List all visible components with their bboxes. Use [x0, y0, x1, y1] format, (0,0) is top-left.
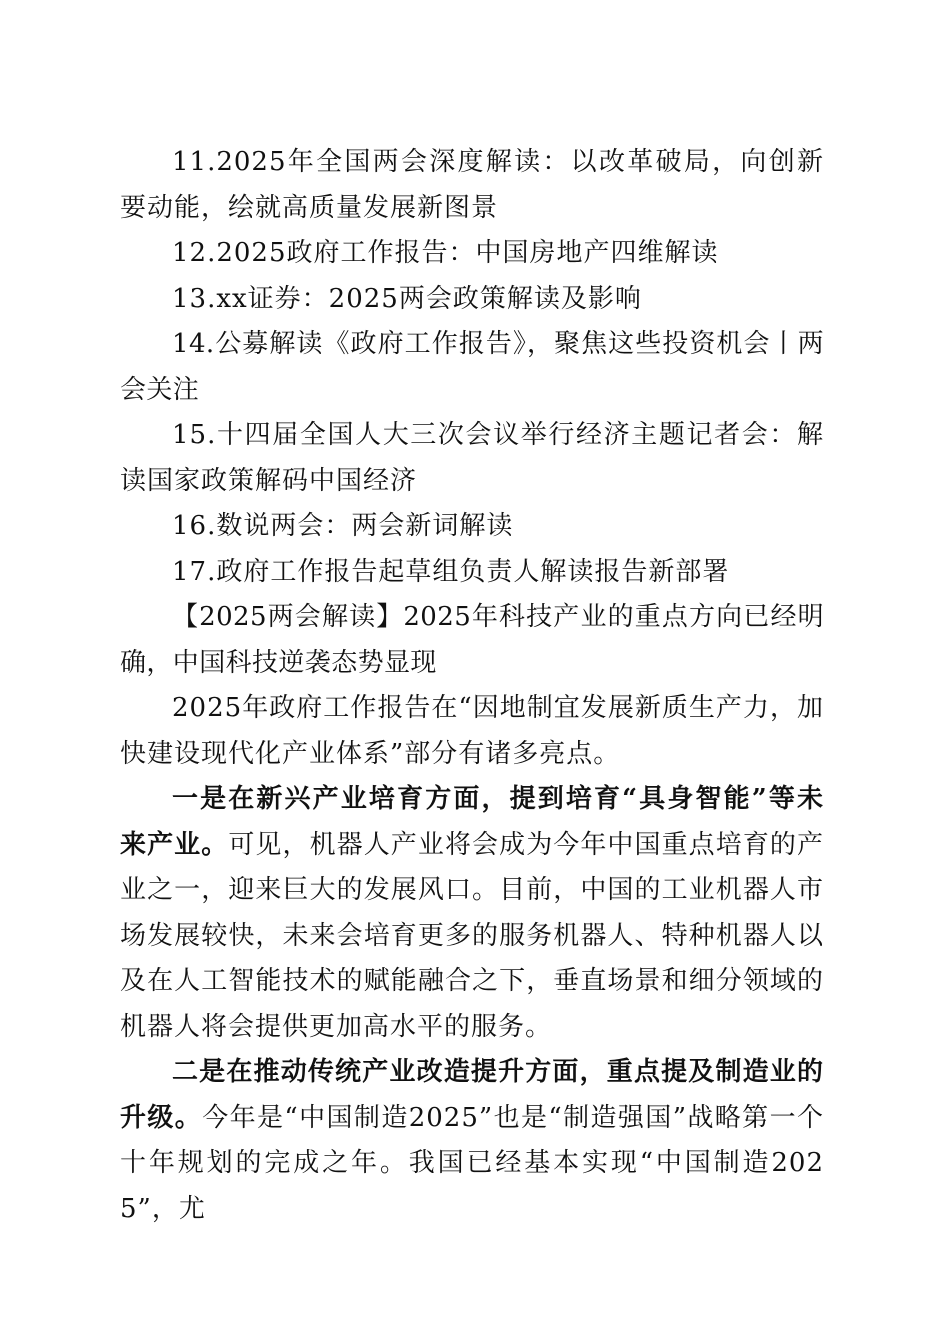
list-item: 14.公募解读《政府工作报告》，聚焦这些投资机会丨两会关注: [120, 329, 824, 405]
section-heading: 【2025两会解读】2025年科技产业的重点方向已经明确，中国科技逆袭态势显现: [120, 602, 824, 678]
document-body: [120, 140, 824, 1232]
paragraph-text: 今年是“中国制造2025”也是“制造强国”战略第一个十年规划的完成之年。我国已经基本实现“中国制造2025”，尤: [120, 1102, 824, 1224]
list-item: 11.2025年全国两会深度解读：以改革破局，向创新要动能，绘就高质量发展新图景: [120, 147, 824, 223]
paragraph-text: 可见，机器人产业将会成为今年中国重点培育的产业之一，迎来巨大的发展风口。目前，中国的工业机器人市场发展较快，未来会培育更多的服务机器人、特种机器人以及在人工智能技术的赋能融合之下，垂直场景和细分领域的机器人将会提供更加高水平的服务。: [120, 829, 824, 1042]
list-item: 15.十四届全国人大三次会议举行经济主题记者会：解读国家政策解码中国经济: [120, 420, 824, 496]
list-item: 13.xx证券：2025两会政策解读及影响: [172, 283, 642, 314]
list-item: 12.2025政府工作报告：中国房地产四维解读: [172, 238, 719, 268]
paragraph-lead: 二是在推动传统产业改造提升方面，重点提及制造业的升级。: [120, 1057, 824, 1133]
list-item: 16.数说两会：两会新词解读: [172, 511, 514, 541]
body-paragraph: [120, 1050, 824, 1232]
body-paragraph: 2025年政府工作报告在“因地制宜发展新质生产力，加快建设现代化产业体系”部分有诸多亮点。: [120, 693, 824, 769]
body-paragraph: [120, 777, 824, 1050]
list-item: 17.政府工作报告起草组负责人解读报告新部署: [172, 556, 730, 587]
paragraph-lead: 一是在新兴产业培育方面，提到培育“具身智能”等未来产业。: [120, 784, 824, 860]
